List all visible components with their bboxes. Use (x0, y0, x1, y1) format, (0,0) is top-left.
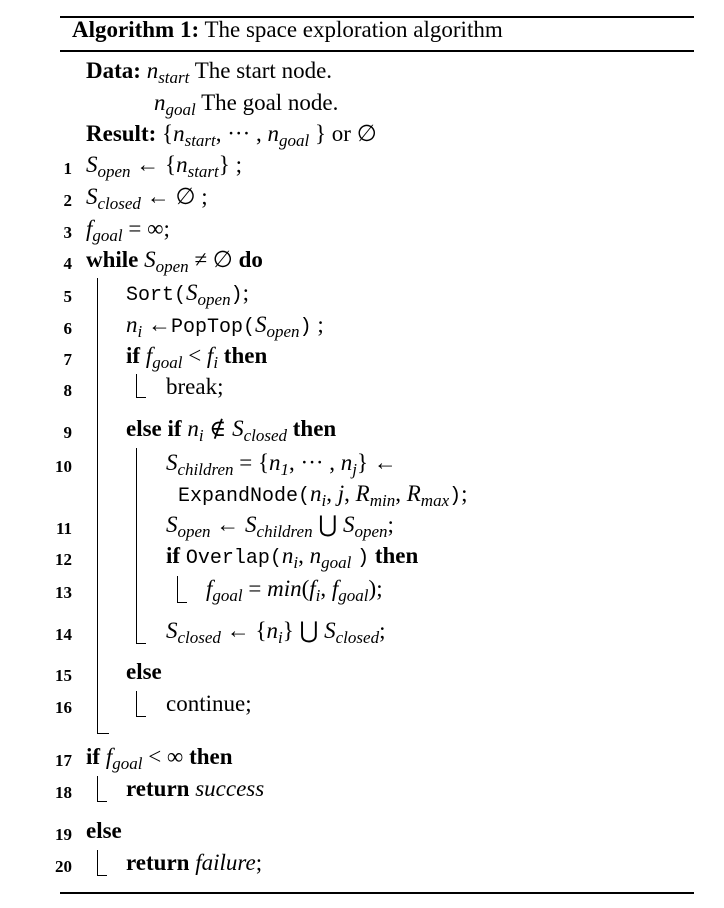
then-keyword: then (292, 416, 337, 441)
else-keyword: else (126, 659, 162, 684)
overlap-block-end (177, 602, 187, 603)
if-keyword: if (166, 543, 181, 568)
line-number: 1 (63, 159, 72, 178)
line-number: 17 (55, 751, 72, 770)
line-number: 11 (55, 519, 72, 538)
data-label: Data: (86, 58, 141, 83)
break-statement: break; (166, 374, 224, 399)
line-number: 12 (55, 550, 72, 569)
bottom-rule (60, 892, 694, 894)
algorithm-title: The space exploration algorithm (204, 17, 503, 42)
line-number: 13 (55, 583, 72, 602)
then-keyword: then (374, 543, 419, 568)
overlap-block-bar (177, 576, 178, 603)
line-number: 5 (63, 287, 72, 306)
final-if-block-bar (97, 776, 98, 802)
line-number: 18 (55, 783, 72, 802)
line-number: 6 (63, 319, 72, 338)
expandnode-function: ExpandNode (178, 485, 299, 508)
line-number: 3 (63, 223, 72, 242)
result-label: Result: (86, 121, 157, 146)
failure-value: failure (195, 850, 256, 875)
then-keyword: then (189, 744, 233, 769)
line-number: 20 (55, 857, 72, 876)
if-keyword: if (86, 744, 101, 769)
line-number: 15 (55, 666, 72, 685)
final-else-block-bar (97, 850, 98, 876)
while-keyword: while (86, 247, 139, 272)
do-keyword: do (238, 247, 263, 272)
success-value: success (195, 776, 265, 801)
caption-rule (60, 50, 694, 52)
line-number: 7 (63, 350, 72, 369)
line-number: 10 (55, 457, 72, 476)
line-number: 2 (63, 191, 72, 210)
if-keyword: if (126, 343, 141, 368)
goal-node-desc: The goal node. (201, 90, 339, 115)
continue-statement: continue; (166, 691, 252, 716)
if-block-bar (136, 374, 137, 398)
return-keyword: return (126, 776, 190, 801)
else-if-block-end (136, 643, 146, 644)
line-number: 19 (55, 825, 72, 844)
line-number: 4 (63, 254, 72, 273)
sort-function: Sort (126, 284, 175, 307)
else-if-keyword: else if (126, 416, 182, 441)
if-block-end (136, 397, 146, 398)
line-number: 8 (63, 381, 72, 400)
start-node-desc: The start node. (194, 58, 333, 83)
else-if-block-bar (136, 448, 137, 644)
final-if-block-end (97, 801, 107, 802)
while-block-bar (97, 278, 98, 734)
return-keyword: return (126, 850, 190, 875)
line-number: 9 (63, 423, 72, 442)
overlap-function: Overlap (185, 547, 270, 570)
else-block-end (136, 716, 146, 717)
poptop-function: PopTop (170, 316, 243, 339)
algorithm-label: Algorithm 1: (72, 17, 200, 42)
line-number: 16 (55, 698, 72, 717)
while-block-end (97, 733, 109, 734)
algorithm-caption (72, 17, 503, 43)
then-keyword: then (223, 343, 268, 368)
line-number: 14 (55, 625, 72, 644)
final-else-block-end (97, 875, 107, 876)
else-keyword: else (86, 818, 122, 843)
else-block-bar (136, 691, 137, 717)
or-text: or (331, 121, 351, 146)
